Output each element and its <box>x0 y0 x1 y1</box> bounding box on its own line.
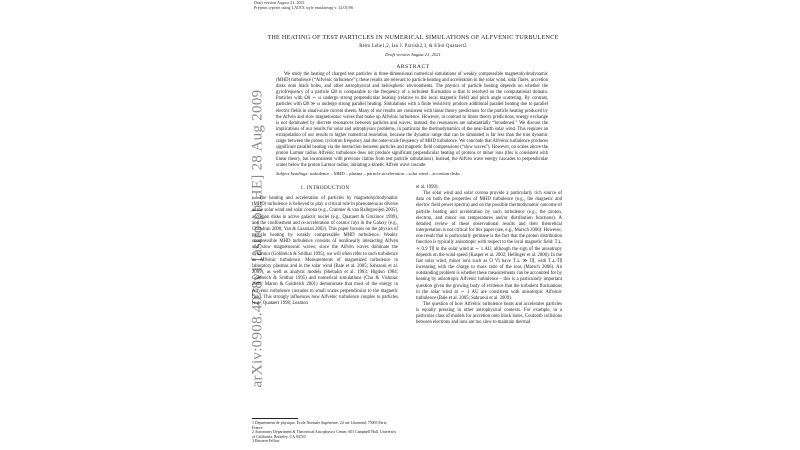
right-column <box>416 185 562 327</box>
footnote-3: 3 Einstein Fellow <box>252 439 280 444</box>
subject-headings <box>276 171 548 177</box>
intro-paragraph-3: The question of how Alfvénic turbulence heats and accelerates particles is equally pressing in other astrophysical contexts. For example, in a particular class of models for accretion onto black holes, Coulomb collisions between electrons and ions are too slow to maintain thermal <box>416 301 562 326</box>
intro-paragraph-2: The solar wind and solar corona provide a particularly rich source of data on both the properties of MHD turbulence (e.g., the magnetic and electric field power spectra) and on the possible thermodynamic outcome of particle heating and acceleration by such turbulence (e.g., the proton, electron, and minor ion temperatures and/or distribution functions). A detailed review of these observational results and their theoretical interpretation is not critical for this paper (see, e.g., Marsch 2006). However, one result that is particularly germane is the fact that the proton distribution function is typically anisotropic with respect to the local magnetic field: T⊥ ≃ 0.9 T∥ in the solar wind at ∼ 1 AU, although the sign of the anisotropy depends on the wind speed (Kasper et al. 2002; Hellinger et al. 2006). In the fast solar wind, minor ions such as O VI have T⊥ ≫ T∥, with T⊥/T∥ increasing with the charge to mass ratio of the ions (Marsch 2006). An outstanding problem is whether these measurements can be accounted for by heating by anisotropic Alfvénic turbulence – this is a particularly important question given the growing body of evidence that the turbulent fluctuations in the solar wind at ∼ 1 AU are consistent with anisotropic Alfvénic turbulence (Bale et al. 2005; Sahraoui et al. 2009). <box>416 191 562 301</box>
abstract-text: We study the heating of charged test particles in three-dimensional numerical simulations of weakly compressible magnetohydrodynamic (MHD) turbulence (“Alfvénic turbulence”); these results are relevant to particle heating and acceleration in the solar wind, solar flares, accretion disks onto black holes, and other astrophysical and heliospheric environments. The physics of particle heating depends on whether the gyrofrequency of a particle Ω0 is comparable to the frequency of a turbulent fluctuation ω that is resolved on the computational domain. Particles with Ω0 ∼ ω undergo strong perpendicular heating (relative to the local magnetic field) and pitch angle scattering. By contrast, particles with Ω0 ≫ ω undergo strong parallel heating. Simulations with a finite resistivity produce additional parallel heating due to parallel electric fields in small-scale current sheets. Many of our results are consistent with linear theory predictions for the particle heating produced by the Alfvén and slow magnetosonic waves that make up Alfvénic turbulence. However, in contrast to linear theory predictions, energy exchange is not dominated by discrete resonances between particles and waves; instead, the resonances are substantially “broadened.” We discuss the implications of our results for solar and astrophysics problems, in particular the thermodynamics of the near-Earth solar wind. This requires an extrapolation of our results to higher numerical resolution, because the dynamic range that can be simulated is far less than the true dynamic range between the proton cyclotron frequency and the outer-scale frequency of MHD turbulence. We conclude that Alfvénic turbulence produces significant parallel heating via the interaction between particles and magnetic field compressions (“slow waves”). However, on scales above the proton Larmor radius Alfvénic turbulence does not produce significant perpendicular heating of protons or minor ions (this is consistent with linear theory, but inconsistent with previous claims from test particle simulations). Instead, the Alfvén wave energy cascades to perpendicular scales below the proton Larmor radius, initiating a kinetic Alfvén wave cascade. <box>276 72 548 169</box>
section-heading-introduction: 1. INTRODUCTION <box>300 185 350 191</box>
abstract-heading: ABSTRACT <box>396 64 430 70</box>
arxiv-id: arXiv:0908.4078v1 [astro-ph.HE] 28 Aug 2009 <box>249 89 266 387</box>
paper-page <box>249 0 574 450</box>
footnote-rule <box>252 418 298 419</box>
footnotes <box>252 418 398 444</box>
subject-headings-terms: turbulence – MHD – plasma – particle acceleration – solar wind – accretion disks <box>309 171 460 176</box>
paper-title: THE HEATING OF TEST PARTICLES IN NUMERICAL SIMULATIONS OF ALFVÉNIC TURBULENCE <box>267 34 559 41</box>
preprint-line: Preprint typeset using LATEX style emulateapj v. 12/01/06 <box>254 5 354 10</box>
footnote-1: 1 Département de physique, École Normale Supérieure, 24 rue Lhomond, 75005 Paris, France <box>252 421 388 430</box>
footnote-2: 2 Astronomy Department & Theoretical Astrophysics Center, 601 Campbell Hall, University of California, Berkeley, CA 94720 <box>252 430 397 439</box>
author-list: Rémi Lehe1,2, Ian J. Parrish2,3, & Eliot Quataert2 <box>359 44 467 49</box>
draft-version: Draft version August 21, 2021 <box>385 52 441 57</box>
draft-date-line: Draft version August 21, 2021 <box>254 0 305 5</box>
subject-headings-label: Subject headings: <box>276 171 310 176</box>
intro-paragraph-1: The heating and acceleration of particles by magnetohydrodynamic (MHD) turbulence is believed to play a critical role in phenomena as diverse as the solar wind and solar corona (e.g., Cranmer & van Ballegooijen 2005), accretion disks in active galactic nuclei (e.g., Quataert & Gruzinov 1999), and the confinement and re-acceleration of cosmic rays in the Galaxy (e.g., Chandran 2000; Yan & Lazarian 2002). This paper focuses on the physics of particle heating by weakly compressible MHD turbulence. Weakly compressible MHD turbulence consists of nonlinearly interacting Alfvén and slow magnetosonic waves; since the Alfvén waves dominate the dynamics (Goldreich & Sridhar 1995), we will often refer to such turbulence as Alfvénic turbulence. Measurements of magnetized turbulence in laboratory plasmas and in the solar wind (Bale et al. 2005; Sahraoui et al. 2009), as well as analytic models (Shebalin et al. 1983; Higdon 1984; Goldreich & Sridhar 1995) and numerical simulations (Cho & Vishniac 2000; Maron & Goldreich 2001) demonstrate that most of the energy in Alfvénic turbulence cascades to small scales perpendicular to the magnetic field. This strongly influences how Alfvénic turbulence couples to particles (e.g., Quataert 1998; Leamon <box>252 196 398 306</box>
left-column <box>252 185 398 307</box>
abstract-body <box>276 72 548 170</box>
intro-continuation: et al. 1999). <box>416 185 439 190</box>
